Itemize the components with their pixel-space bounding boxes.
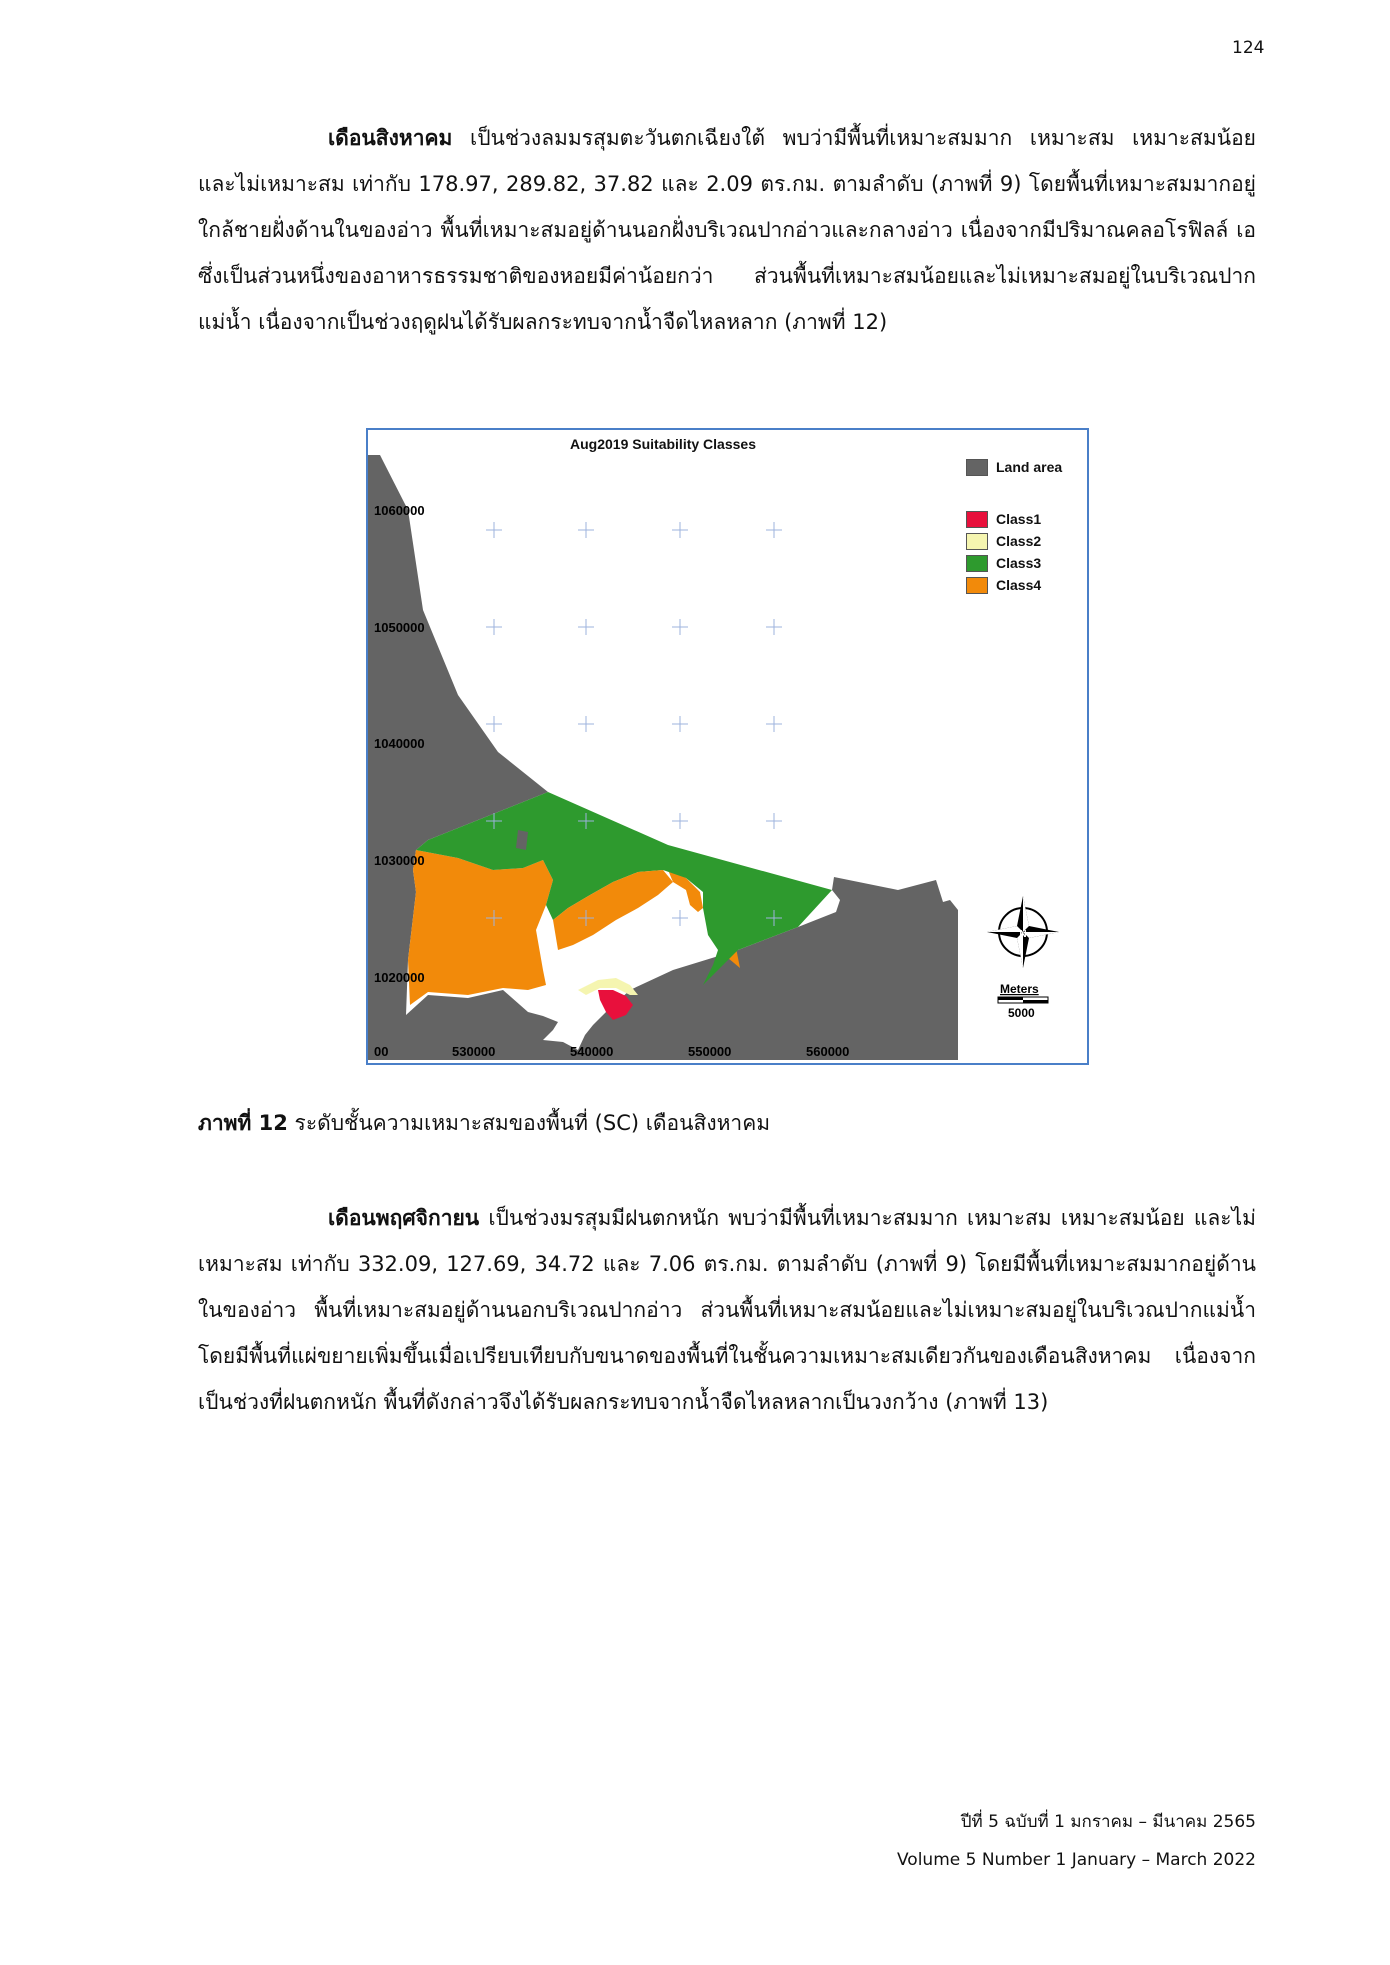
- legend-class3-label: Class3: [996, 555, 1042, 571]
- scale-bar: [998, 982, 1048, 1020]
- north-label: N: [1019, 929, 1027, 940]
- suitability-map-figure: [366, 428, 1089, 1065]
- x-tick-label: 00: [374, 1044, 389, 1059]
- x-tick-label: 540000: [570, 1044, 614, 1059]
- x-tick-label: 530000: [452, 1044, 496, 1059]
- paragraph-lead: เดือนสิงหาคม: [328, 126, 453, 150]
- y-tick-label: 1050000: [374, 620, 425, 635]
- paragraph-august: [198, 115, 1256, 345]
- scale-value: 5000: [1008, 1006, 1035, 1020]
- legend-class1-label: Class1: [996, 511, 1042, 527]
- caption-text: ระดับชั้นความเหมาะสมของพื้นที่ (SC) เดือนสิงหาคม: [287, 1111, 771, 1135]
- island: [516, 830, 528, 850]
- scale-label: Meters: [1000, 982, 1039, 996]
- figure-caption: [198, 1107, 770, 1140]
- paragraph-november: [198, 1195, 1256, 1425]
- caption-label: ภาพที่ 12: [198, 1111, 288, 1135]
- legend-class4-label: Class4: [996, 577, 1042, 593]
- footer-english: Volume 5 Number 1 January – March 2022: [896, 1850, 1256, 1870]
- class2-swatch: [966, 533, 988, 550]
- legend-land-label: Land area: [996, 459, 1063, 475]
- x-tick-label: 560000: [806, 1044, 850, 1059]
- north-arrow-icon: [987, 896, 1059, 968]
- paragraph-text: เป็นช่วงมรสุมมีฝนตกหนัก พบว่ามีพื้นที่เหมาะสมมาก เหมาะสม เหมาะสมน้อย และไม่เหมาะสม เท่ากับ 332.09, 127.69, 34.72 และ 7.06 ตร.กม. ตามลำดับ (ภาพที่ 9) โดยมีพื้นที่เหมาะสมมากอยู่ด้านในของอ่าว พื้นที่เหมาะสมอยู่ด้านนอกบริเวณปากอ่าว ส่วนพื้นที่เหมาะสมน้อยและไม่เหมาะสมอยู่ในบริเวณปากแม่น้ำ โดยมีพื้นที่แผ่ขยายเพิ่มขึ้นเมื่อเปรียบเทียบกับขนาดของพื้นที่ในชั้นความเหมาะสมเดียวกันของเดือนสิงหาคม เนื่องจากเป็นช่วงที่ฝนตกหนัก พื้นที่ดังกล่าวจึงได้รับผลกระทบจากน้ำจืดไหลหลากเป็นวงกว้าง (ภาพที่ 13): [198, 1206, 1256, 1414]
- y-tick-label: 1030000: [374, 853, 425, 868]
- legend-class2-label: Class2: [996, 533, 1042, 549]
- map-title: Aug2019 Suitability Classes: [570, 436, 756, 452]
- x-tick-label: 550000: [688, 1044, 732, 1059]
- class4-swatch: [966, 577, 988, 594]
- class3-swatch: [966, 555, 988, 572]
- footer-thai: ปีที่ 5 ฉบับที่ 1 มกราคม – มีนาคม 2565: [960, 1812, 1256, 1832]
- y-tick-label: 1020000: [374, 970, 425, 985]
- class1-swatch: [966, 511, 988, 528]
- y-tick-label: 1060000: [374, 503, 425, 518]
- page-number: 124: [1232, 38, 1265, 58]
- land-swatch: [966, 459, 988, 476]
- y-tick-label: 1040000: [374, 736, 425, 751]
- paragraph-text: เป็นช่วงลมมรสุมตะวันตกเฉียงใต้ พบว่ามีพื้นที่เหมาะสมมาก เหมาะสม เหมาะสมน้อย และไม่เหมาะสม เท่ากับ 178.97, 289.82, 37.82 และ 2.09 ตร.กม. ตามลำดับ (ภาพที่ 9) โดยพื้นที่เหมาะสมมากอยู่ใกล้ชายฝั่งด้านในของอ่าว พื้นที่เหมาะสมอยู่ด้านนอกฝั่งบริเวณปากอ่าวและกลางอ่าว เนื่องจากมีปริมาณคลอโรฟิลล์ เอ ซึ่งเป็นส่วนหนึ่งของอาหารธรรมชาติของหอยมีค่าน้อยกว่า ส่วนพื้นที่เหมาะสมน้อยและไม่เหมาะสมอยู่ในบริเวณปากแม่น้ำ เนื่องจากเป็นช่วงฤดูฝนได้รับผลกระทบจากน้ำจืดไหลหลาก (ภาพที่ 12): [198, 126, 1256, 334]
- paragraph-lead: เดือนพฤศจิกายน: [328, 1206, 480, 1230]
